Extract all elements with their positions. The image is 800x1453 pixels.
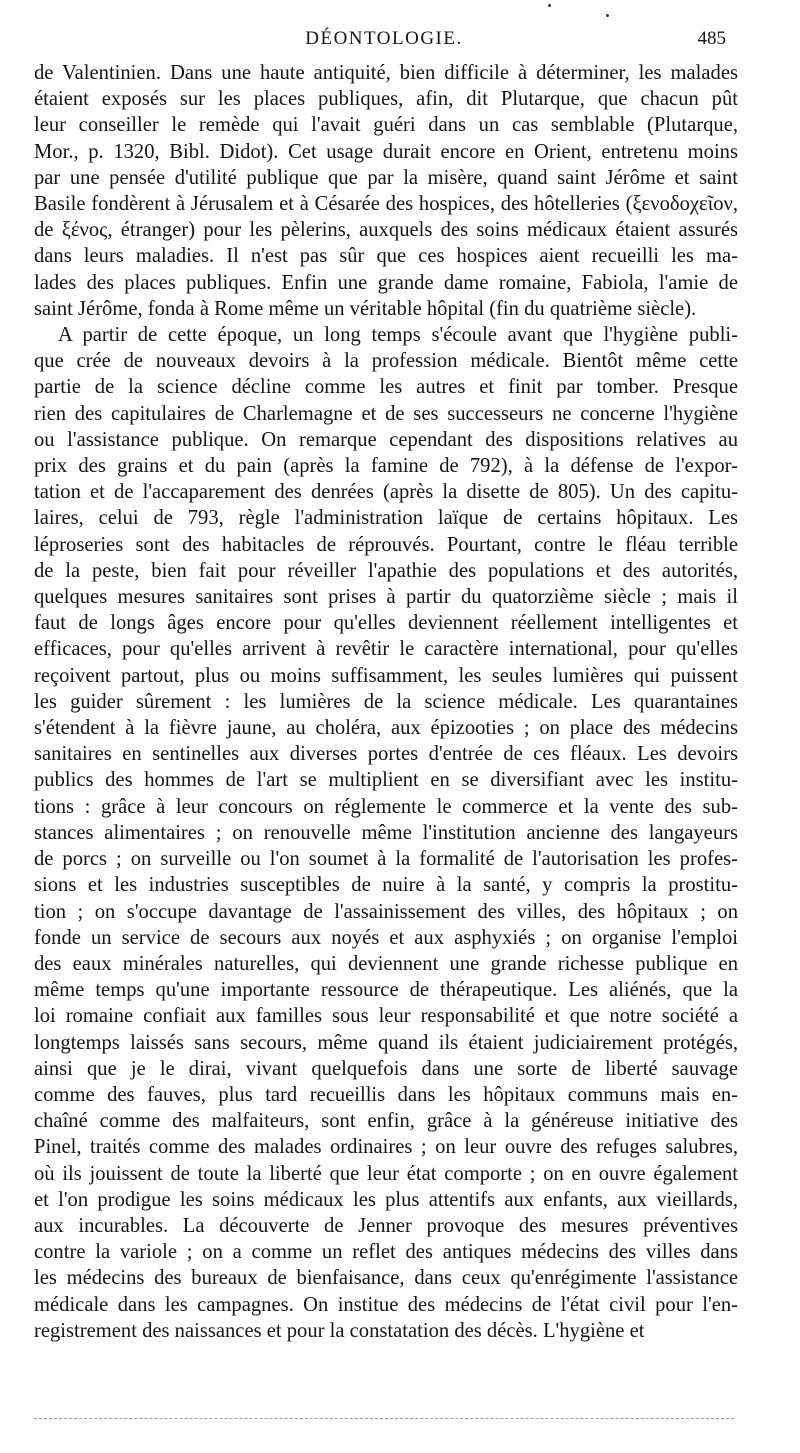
text-line: laires, celui de 793, règle l'administration laïque de certains hôpitaux. Les	[34, 507, 738, 530]
text-line: longtemps laissés sans secours, même quand ils étaient judiciairement protégés,	[34, 1031, 738, 1054]
text-line: chaîné comme des malfaiteurs, sont enfin, grâce à la généreuse initiative des	[34, 1110, 738, 1133]
text-line: Basile fondèrent à Jérusalem et à Césarée des hospices, des hôtelleries (ξενοδοχεῖον,	[34, 193, 738, 216]
text-line: contre la variole ; on a comme un reflet des antiques médecins des villes dans	[34, 1241, 738, 1264]
text-line: saint Jérôme, fonda à Rome même un véritable hôpital (fin du quatrième siècle).	[34, 297, 697, 320]
text-line: ou l'assistance publique. On remarque cependant des dispositions relatives au	[34, 428, 738, 451]
text-line: partie de la science décline comme les autres et finit par tomber. Presque	[34, 376, 738, 399]
text-line: faut de longs âges encore pour qu'elles deviennent réellement intelligentes et	[34, 612, 738, 635]
text-line: où ils jouissent de toute la liberté que leur état comporte ; on en ouvre également	[34, 1162, 738, 1185]
text-line: les guider sûrement : les lumières de la science médicale. Les quarantaines	[34, 690, 738, 713]
text-line: reçoivent partout, plus ou moins suffisamment, les seules lumières qui puissent	[34, 664, 738, 687]
text-line: quelques mesures sanitaires sont prises à partir du quatorzième siècle ; mais il	[34, 586, 738, 609]
text-line: dans leurs maladies. Il n'est pas sûr que ces hospices aient recueilli les ma-	[34, 245, 738, 268]
text-line: registrement des naissances et pour la constatation des décès. L'hygiène et	[34, 1319, 645, 1342]
text-line: tation et de l'accaparement des denrées (après la disette de 805). Un des capitu-	[34, 481, 738, 504]
text-line: s'étendent à la fièvre jaune, au choléra, aux épizooties ; on place des médecins	[34, 717, 738, 740]
text-line: même temps qu'une importante ressource de thérapeutique. Les aliénés, que la	[34, 979, 738, 1002]
text-line: loi romaine confiait aux familles sous leur responsabilité et que notre société a	[34, 1005, 738, 1028]
text-line: aux incurables. La découverte de Jenner provoque des mesures préventives	[34, 1214, 738, 1237]
text-line: efficaces, pour qu'elles arrivent à revêtir le caractère international, pour qu'elles	[34, 638, 738, 661]
running-title: DÉONTOLOGIE.	[305, 28, 463, 49]
text-line: comme des fauves, plus tard recueillis dans les hôpitaux communs mais en-	[34, 1083, 738, 1106]
text-line: par une pensée d'utilité publique que par la misère, quand saint Jérôme et saint	[34, 166, 738, 189]
print-speck	[548, 4, 551, 7]
text-line: leur conseiller le remède qui l'avait guéri dans un cas semblable (Plutarque,	[34, 114, 738, 137]
print-speck	[606, 14, 609, 17]
text-line: et l'on prodigue les soins médicaux les plus attentifs aux enfants, aux vieillards,	[34, 1188, 738, 1211]
text-line: léproseries sont des habitacles de réprouvés. Pourtant, contre le fléau terrible	[34, 533, 738, 556]
text-line: tions : grâce à leur concours on réglemente le commerce et la vente des sub-	[34, 795, 738, 818]
text-line: sanitaires en sentinelles aux diverses portes d'entrée de ces fléaux. Les devoirs	[34, 743, 738, 766]
text-line: sions et les industries susceptibles de nuire à la santé, y compris la prostitu-	[34, 874, 738, 897]
text-line: rien des capitulaires de Charlemagne et de ses successeurs ne concerne l'hygiène	[34, 402, 738, 425]
text-line: des eaux minérales naturelles, qui deviennent une grande richesse publique en	[34, 952, 738, 975]
text-line: prix des grains et du pain (après la famine de 792), à la défense de l'expor-	[34, 455, 738, 478]
text-line: étaient exposés sur les places publiques, afin, dit Plutarque, que chacun pût	[34, 88, 738, 111]
text-line: les médecins des bureaux de bienfaisance, dans ceux qu'enrégimente l'assistance	[34, 1267, 738, 1290]
text-line: lades des places publiques. Enfin une grande dame romaine, Fabiola, l'amie de	[34, 271, 738, 294]
text-line: Mor., p. 1320, Bibl. Didot). Cet usage durait encore en Orient, entretenu moins	[34, 140, 738, 163]
text-line: tion ; on s'occupe davantage de l'assainissement des villes, des hôpitaux ; on	[34, 900, 738, 923]
footer-dashed-rule	[34, 1418, 734, 1419]
running-header	[34, 28, 734, 58]
text-line: de ξένος, étranger) pour les pèlerins, auxquels des soins médicaux étaient assurés	[34, 219, 738, 242]
text-line: Pinel, traités comme des malades ordinaires ; on leur ouvre des refuges salubres,	[34, 1136, 738, 1159]
text-line: médicale dans les campagnes. On institue des médecins de l'état civil pour l'en-	[34, 1293, 738, 1316]
text-line: que crée de nouveaux devoirs à la profession médicale. Bientôt même cette	[34, 350, 738, 373]
page-number: 485	[697, 28, 726, 49]
body-text	[34, 60, 738, 1344]
text-line: de la peste, bien fait pour réveiller l'apathie des populations et des autorités,	[34, 559, 738, 582]
text-line: fonde un service de secours aux noyés et aux asphyxiés ; on organise l'emploi	[34, 926, 738, 949]
text-line: ainsi que je le dirai, vivant quelquefois dans une sorte de liberté sauvage	[34, 1057, 738, 1080]
text-line: de Valentinien. Dans une haute antiquité, bien difficile à déterminer, les malades	[34, 62, 738, 84]
text-line: stances alimentaires ; on renouvelle même l'institution ancienne des langayeurs	[34, 821, 738, 844]
text-line: de porcs ; on surveille ou l'on soumet à la formalité de l'autorisation les profes-	[34, 848, 738, 871]
text-line: A partir de cette époque, un long temps s'écoule avant que l'hygiène publi-	[58, 324, 738, 347]
text-line: publics des hommes de l'art se multiplient en se diversifiant avec les institu-	[34, 769, 738, 792]
